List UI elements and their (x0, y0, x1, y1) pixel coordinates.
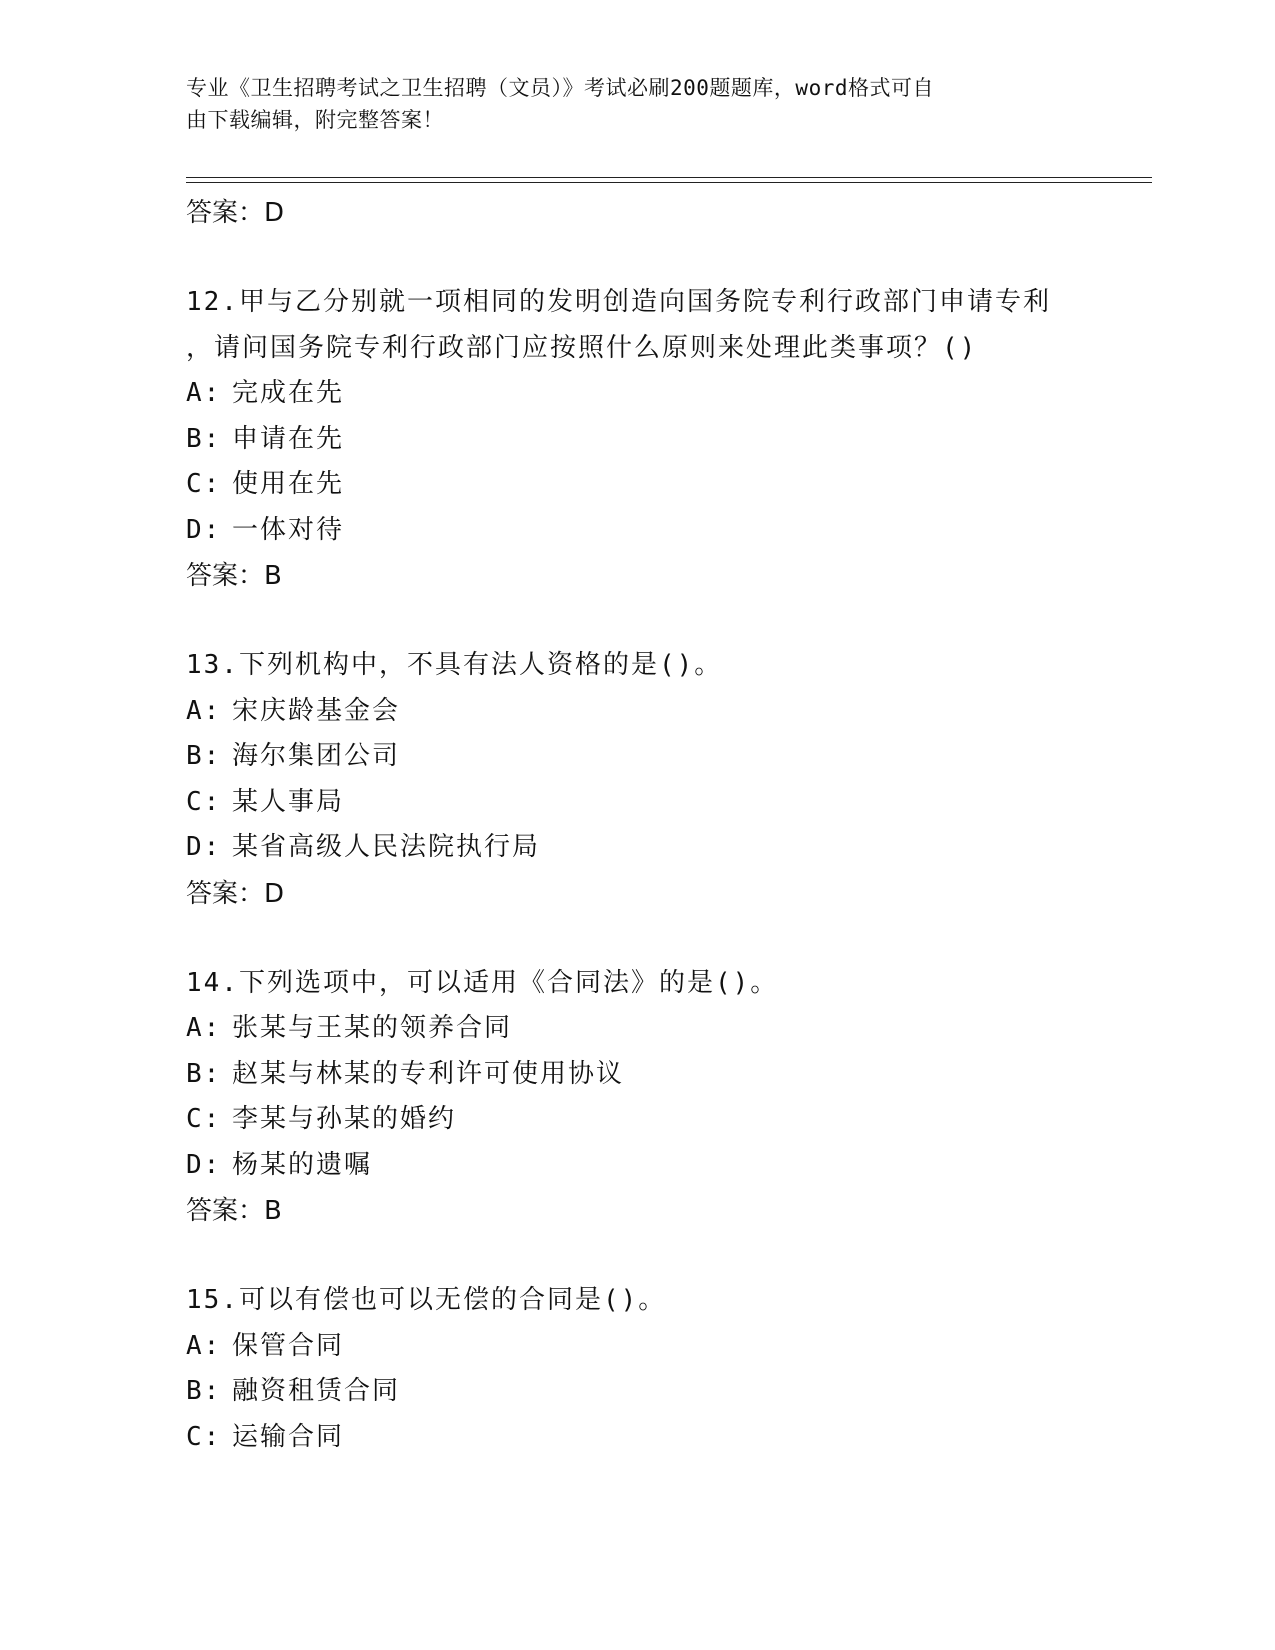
header-divider-bottom (186, 182, 1152, 183)
option-letter: C: (186, 1104, 222, 1134)
option-letter: D: (186, 1149, 222, 1180)
question-text: 12.甲与乙分别就一项相同的发明创造向国务院专利行政部门申请专利 (186, 287, 1051, 317)
option-letter: B: (186, 423, 222, 454)
option-text: 赵某与林某的专利许可使用协议 (232, 1058, 625, 1089)
option-d (186, 1143, 1146, 1189)
question-text: 15.可以有偿也可以无偿的合同是()。 (186, 1285, 667, 1315)
option-text: 海尔集团公司 (232, 741, 401, 771)
option-letter: D: (186, 832, 222, 862)
option-letter: A: (186, 378, 222, 408)
option-text: 融资租赁合同 (232, 1376, 401, 1406)
answer-line: 答案：B (186, 1196, 282, 1226)
option-text: 某省高级人民法院执行局 (232, 832, 541, 862)
option-c (186, 780, 1146, 826)
option-text: 杨某的遗嘱 (232, 1149, 373, 1180)
question-block (186, 961, 1146, 1235)
option-text: 某人事局 (232, 786, 345, 817)
option-b (186, 417, 1146, 463)
option-letter: C: (186, 1421, 222, 1452)
option-a (186, 689, 1146, 735)
header-divider-top (186, 177, 1152, 178)
option-d (186, 508, 1146, 554)
option-letter: D: (186, 514, 222, 545)
answer-line: 答案：D (186, 198, 285, 228)
option-letter: B: (186, 1376, 222, 1406)
option-letter: C: (186, 469, 222, 499)
option-text: 完成在先 (232, 378, 345, 408)
header-line-1: 专业《卫生招聘考试之卫生招聘（文员）》考试必刷200题题库，word格式可自 (186, 76, 934, 100)
spacer (186, 599, 1146, 643)
option-text: 保管合同 (232, 1330, 345, 1361)
option-text: 申请在先 (232, 423, 345, 454)
option-b (186, 1052, 1146, 1098)
question-text: 14.下列选项中，可以适用《合同法》的是()。 (186, 967, 779, 998)
option-text: 一体对待 (232, 514, 345, 545)
option-c (186, 1415, 1146, 1461)
option-letter: A: (186, 1013, 222, 1043)
option-text: 李某与孙某的婚约 (232, 1104, 457, 1134)
option-b (186, 1369, 1146, 1415)
option-a (186, 1006, 1146, 1052)
option-text: 使用在先 (232, 469, 345, 499)
option-a (186, 1324, 1146, 1370)
answer-line: 答案：B (186, 561, 282, 591)
option-a (186, 371, 1146, 417)
answer-line: 答案：D (186, 878, 285, 909)
option-c (186, 462, 1146, 508)
document-header (186, 72, 1066, 136)
option-letter: C: (186, 786, 222, 817)
option-d (186, 825, 1146, 871)
header-line-2: 由下载编辑，附完整答案！ (186, 108, 444, 132)
spacer (186, 236, 1146, 280)
option-letter: A: (186, 695, 222, 726)
question-text: 13.下列机构中，不具有法人资格的是()。 (186, 650, 723, 680)
option-b (186, 734, 1146, 780)
question-block (186, 1278, 1146, 1460)
question-block (186, 643, 1146, 917)
option-letter: A: (186, 1330, 222, 1361)
option-text: 宋庆龄基金会 (232, 695, 401, 726)
option-letter: B: (186, 1058, 222, 1089)
option-letter: B: (186, 741, 222, 771)
option-c (186, 1097, 1146, 1143)
question-block (186, 280, 1146, 599)
spacer (186, 917, 1146, 961)
question-text: ，请问国务院专利行政部门应按照什么原则来处理此类事项？() (186, 332, 978, 363)
option-text: 张某与王某的领养合同 (232, 1013, 513, 1043)
question-list (186, 190, 1146, 1460)
spacer (186, 1234, 1146, 1278)
option-text: 运输合同 (232, 1421, 345, 1452)
